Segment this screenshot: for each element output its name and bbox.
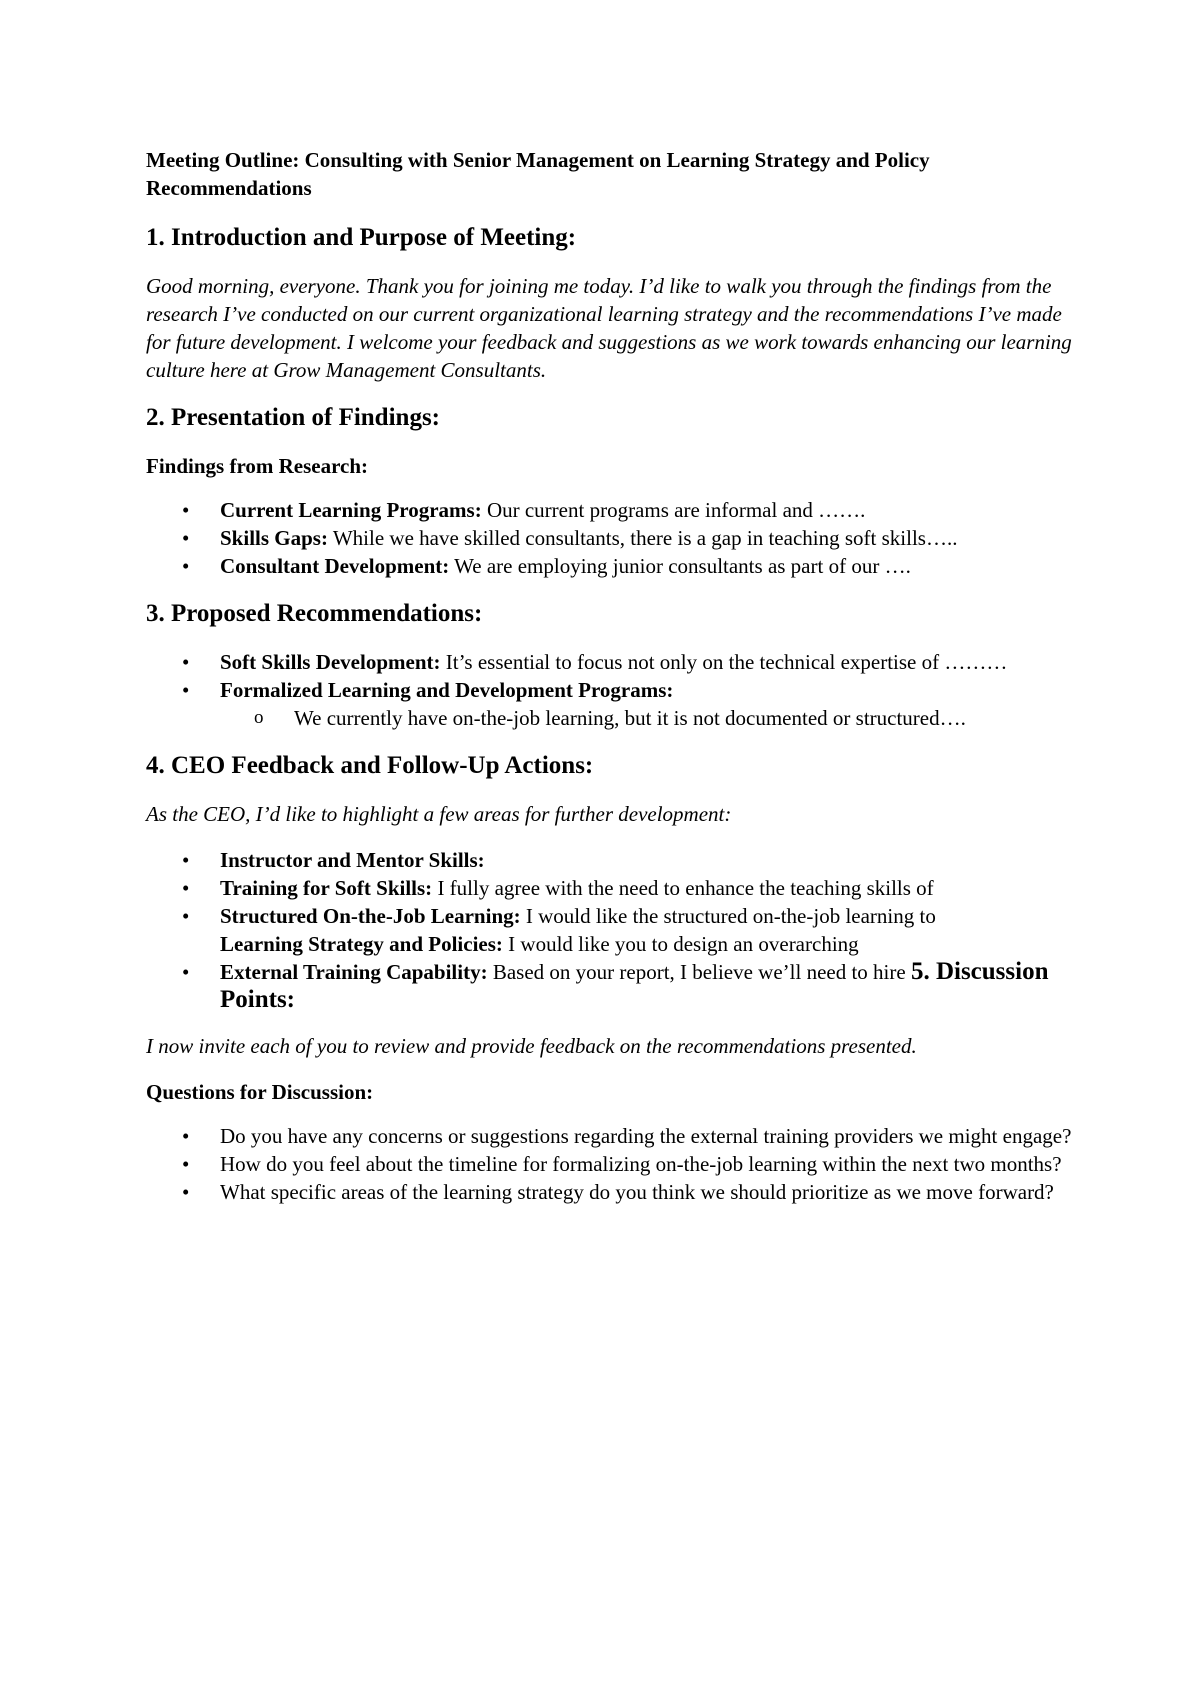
sub-list-item: o We currently have on-the-job learning, but it is not documented or structured…. (220, 704, 1080, 732)
item-label: External Training Capability: (220, 960, 488, 984)
item-label: Structured On-the-Job Learning: (220, 904, 521, 928)
section-heading-ceo-feedback: 4. CEO Feedback and Follow-Up Actions: (146, 752, 594, 779)
introduction-paragraph: Good morning, everyone. Thank you for joining me today. I’d like to walk you through the findings from the research I’ve conducted on our current organizational learning strategy and the recommendations I’ve made for future development. I welcome your feedback and suggestions as we work towards enhancing our learning culture here at Grow Management Consultants. (146, 274, 1072, 382)
ceo-intro-paragraph: As the CEO, I’d like to highlight a few areas for further development: (146, 802, 732, 826)
recommendations-list (146, 648, 1080, 732)
item-text: Based on your report, I believe we’ll need to hire (487, 960, 911, 984)
list-item (146, 524, 1080, 552)
list-item (146, 958, 1080, 1014)
list-item (146, 496, 1080, 524)
list-item (146, 648, 1080, 676)
item-label: Training for Soft Skills: (220, 876, 433, 900)
item-label: Soft Skills Development: (220, 650, 441, 674)
list-item (146, 676, 1080, 732)
questions-list (146, 1122, 1080, 1206)
list-item (146, 846, 1080, 874)
item-text: While we have skilled consultants, there is a gap in teaching soft skills….. (327, 526, 958, 550)
document-title: Meeting Outline: Consulting with Senior Management on Learning Strategy and Policy Recommendations (146, 148, 930, 200)
sub-list (220, 704, 1080, 732)
questions-subheading: Questions for Discussion: (146, 1080, 374, 1104)
findings-subheading: Findings from Research: (146, 454, 369, 478)
list-item: • Do you have any concerns or suggestions regarding the external training providers we might engage? (146, 1122, 1080, 1150)
list-item (146, 552, 1080, 580)
item-text: I fully agree with the need to enhance the teaching skills of (432, 876, 934, 900)
item-text: I would like you to design an overarching (502, 932, 859, 956)
item-label: Formalized Learning and Development Programs: (220, 678, 674, 702)
section-heading-recommendations: 3. Proposed Recommendations: (146, 600, 483, 627)
findings-list (146, 496, 1080, 580)
item-text: Our current programs are informal and ……. (481, 498, 866, 522)
item-text: It’s essential to focus not only on the technical expertise of ……… (440, 650, 1008, 674)
section-heading-discussion: 5. Discussion Points: (220, 958, 1049, 1013)
ceo-feedback-list (146, 846, 1080, 1014)
list-item (146, 874, 1080, 902)
list-item: • How do you feel about the timeline for formalizing on-the-job learning within the next two months? (146, 1150, 1080, 1178)
item-label: Learning Strategy and Policies: (220, 932, 503, 956)
discussion-intro-paragraph: I now invite each of you to review and provide feedback on the recommendations presented. (146, 1034, 917, 1058)
list-item (146, 902, 1080, 958)
list-item: • What specific areas of the learning strategy do you think we should prioritize as we move forward? (146, 1178, 1080, 1206)
item-label: Current Learning Programs: (220, 498, 482, 522)
item-text: I would like the structured on-the-job learning to (520, 904, 936, 928)
item-label: Consultant Development: (220, 554, 450, 578)
item-label: Instructor and Mentor Skills: (220, 848, 485, 872)
section-heading-introduction: 1. Introduction and Purpose of Meeting: (146, 224, 577, 251)
section-heading-findings: 2. Presentation of Findings: (146, 404, 440, 431)
item-label: Skills Gaps: (220, 526, 328, 550)
item-text: We are employing junior consultants as part of our …. (449, 554, 911, 578)
